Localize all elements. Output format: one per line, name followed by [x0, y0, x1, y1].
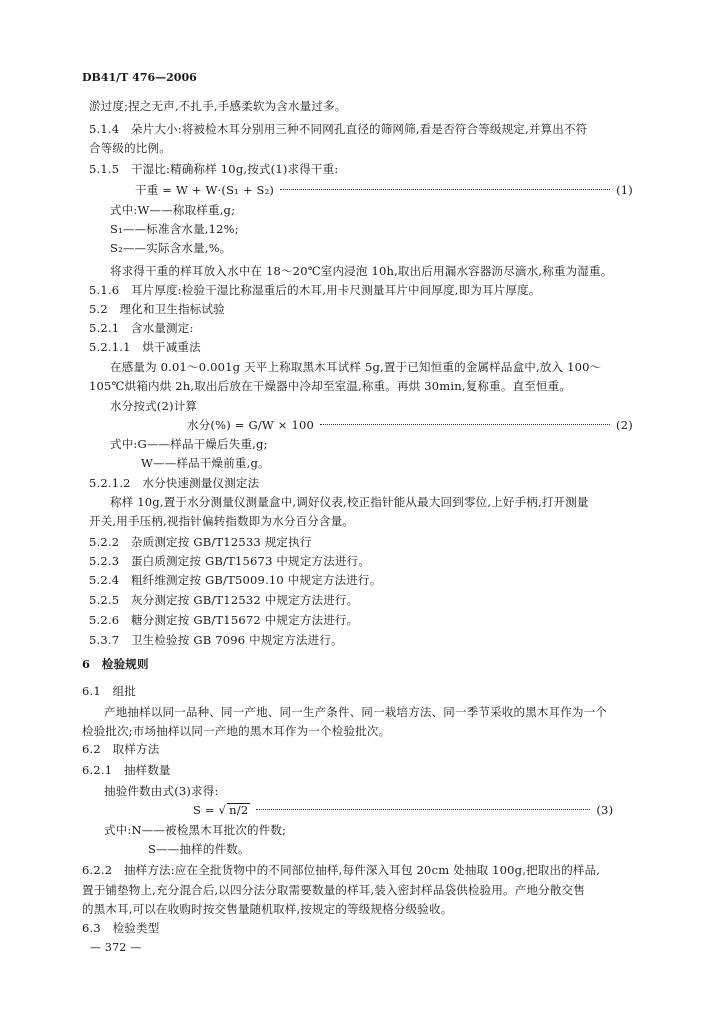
formula-3-number: (3) [596, 803, 614, 817]
dot-leader [320, 424, 610, 425]
page-number: — 372 — [90, 941, 142, 954]
section-5-2-heading: 5.2 理化和卫生指标试验 [89, 302, 225, 316]
clause-5-1-4: 5.1.4 朵片大小:将被检木耳分别用三种不同网孔直径的筛网筛,看是否符合等级规定,并算出不符 [89, 122, 588, 136]
dot-leader [280, 189, 610, 190]
text-line: 在感量为 0.01～0.001g 天平上称取黑木耳试样 5g,置于已知恒重的金属样品盒中,放入 100～ [110, 360, 602, 374]
clause-6-2-1: 6.2.1 抽样数量 [82, 763, 171, 777]
formula-3-lhs: S = [193, 803, 215, 817]
clause-5-1-6: 5.1.6 耳片厚度:检验干湿比称湿重后的木耳,用卡尺测量耳片中间厚度,即为耳片厚度。 [89, 283, 541, 297]
formula-2-number: (2) [616, 418, 633, 432]
formula-2-expression: 水分(%) = G/W × 100 [187, 418, 315, 432]
text-line: S₁——标准含水量,12%; [110, 222, 239, 236]
text-line: 105℃烘箱内烘 2h,取出后放在干燥器中冷却至室温,称重。再烘 30min,复称重。直至恒重。 [89, 379, 572, 393]
clause-5-3-7: 5.3.7 卫生检验按 GB 7096 中规定方法进行。 [89, 633, 343, 647]
text-line: 开关,用手压柄,视指针偏转指数即为水分百分含量。 [89, 514, 355, 528]
text-line: 合等级的比例。 [89, 141, 171, 155]
clause-5-1-5: 5.1.5 干湿比:精确称样 10g,按式(1)求得干重: [89, 162, 339, 176]
text-line: S——抽样的件数。 [148, 842, 250, 856]
formula-3: S = √ n/2 (3) [193, 803, 614, 817]
text-line: 抽验件数由式(3)求得: [104, 784, 219, 798]
formula-1 [135, 182, 633, 198]
text-line: 淤过度;捏之无声,不扎手,手感柔软为含水量过多。 [89, 99, 347, 113]
dot-leader [256, 809, 590, 810]
formula-1-expression: 干重 = W + W·(S₁ + S₂) [135, 183, 275, 197]
clause-5-2-1-1: 5.2.1.1 烘干减重法 [89, 340, 201, 354]
formula-1-number: (1) [616, 183, 633, 197]
text-line: 的黑木耳,可以在收购时按交售量随机取样,按规定的等级规格分级验收。 [82, 902, 453, 916]
clause-5-2-1: 5.2.1 含水量测定: [89, 321, 194, 335]
clause-6-3: 6.3 检验类型 [82, 921, 160, 935]
text-line: 式中:N——被检黑木耳批次的件数; [104, 823, 287, 837]
text-line: 将求得干重的样耳放入水中在 18～20℃室内浸泡 10h,取出后用漏水容器沥尽滴水,称重为湿重。 [110, 264, 613, 278]
formula-2 [187, 417, 633, 433]
clause-6-2-2: 6.2.2 抽样方法:应在全批货物中的不同部位抽样,每件深入耳包 20cm 处抽取 100g,把取出的样品, [82, 863, 601, 877]
standard-code: DB41/T 476—2006 [82, 71, 197, 84]
text-line: 置于铺垫物上,充分混合后,以四分法分取需要数量的样耳,装入密封样品袋供检验用。产地分散交售 [82, 883, 585, 897]
text-line: S₂——实际含水量,%。 [110, 241, 232, 255]
text-line: 式中:W——称取样重,g; [110, 203, 236, 217]
text-line: 称样 10g,置于水分测量仪测量盒中,调好仪表,校正指针能从最大回到零位,上好手柄,打开测量 [110, 495, 589, 509]
section-6-heading: 6 检验规则 [82, 657, 149, 671]
clause-6-2: 6.2 取样方法 [82, 742, 160, 756]
text-line: 产地抽样以同一品种、同一产地、同一生产条件、同一栽培方法、同一季节采收的黑木耳作为一个 [104, 705, 608, 719]
clause-5-2-5: 5.2.5 灰分测定按 GB/T12532 中规定方法进行。 [89, 593, 359, 607]
text-line: 式中:G——样品干燥后失重,g; [110, 437, 268, 451]
text-line: 水分按式(2)计算 [110, 399, 198, 413]
text-line: W——样品干燥前重,g。 [141, 456, 270, 470]
clause-5-2-3: 5.2.3 蛋白质测定按 GB/T15673 中规定方法进行。 [89, 554, 371, 568]
clause-5-2-4: 5.2.4 粗纤维测定按 GB/T5009.10 中规定方法进行。 [89, 573, 382, 587]
clause-5-2-1-2: 5.2.1.2 水分快速测量仪测定法 [89, 476, 260, 490]
clause-6-1: 6.1 组批 [82, 684, 136, 698]
text-line: 检验批次;市场抽样以同一产地的黑木耳作为一个检验批次。 [82, 724, 391, 738]
formula-3-radicand: n/2 [229, 803, 249, 817]
clause-5-2-2: 5.2.2 杂质测定按 GB/T12533 规定执行 [89, 535, 312, 549]
clause-5-2-6: 5.2.6 糖分测定按 GB/T15672 中规定方法进行。 [89, 613, 359, 627]
